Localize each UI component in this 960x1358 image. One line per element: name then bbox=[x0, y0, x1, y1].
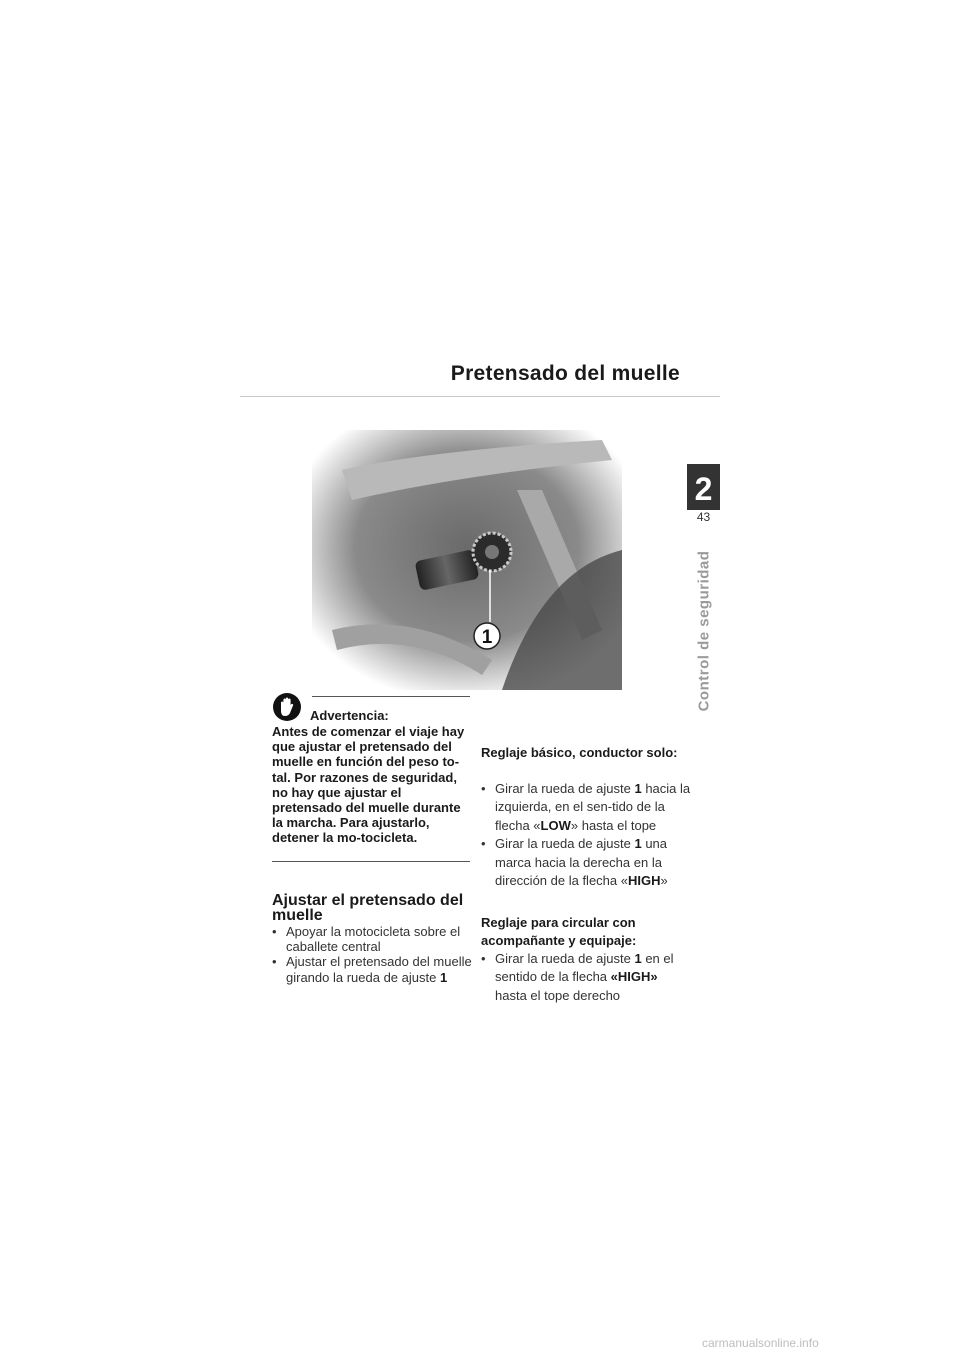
warning-title: Advertencia: bbox=[310, 708, 389, 723]
section-label-text: Control de seguridad bbox=[695, 550, 713, 712]
warning-bottom-rule bbox=[272, 861, 470, 862]
hand-warning-icon bbox=[272, 692, 302, 722]
callout-number: 1 bbox=[481, 627, 493, 648]
warning-top-rule bbox=[312, 696, 470, 697]
adjuster-knob-center bbox=[485, 545, 499, 559]
basic-setting-list bbox=[481, 780, 691, 890]
basic-setting-heading: Reglaje básico, conductor solo: bbox=[481, 745, 678, 760]
left-step-list bbox=[272, 924, 472, 985]
list-item: • Ajustar el pretensado del muelle girando la rueda de ajuste 1 bbox=[272, 954, 472, 984]
page-title: Pretensado del muelle bbox=[450, 362, 680, 385]
section-heading: Ajustar el pretensado del muelle bbox=[272, 892, 464, 924]
warning-body: Antes de comenzar el viaje hay que ajustar el pretensado del muelle en función del peso to-tal. Por razones de seguridad, no hay que ajustar el pretensado del muelle durante la marcha. Para ajustarlo, detener la mo-tocicleta. bbox=[272, 724, 465, 846]
spring-preload-photo bbox=[312, 430, 622, 690]
page-number: 43 bbox=[696, 510, 711, 524]
load-setting-list bbox=[481, 950, 691, 1005]
list-item: • Girar la rueda de ajuste 1 en el sentido de la flecha «HIGH» hasta el tope derecho bbox=[481, 950, 691, 1005]
section-label bbox=[689, 546, 719, 716]
watermark: carmanualsonline.info bbox=[702, 1336, 819, 1350]
load-setting-heading: Reglaje para circular con acompañante y equipaje: bbox=[481, 915, 637, 948]
list-item: • Girar la rueda de ajuste 1 una marca hacia la derecha en la dirección de la flecha «HIGH» bbox=[481, 835, 691, 890]
chapter-tab: 2 bbox=[687, 464, 720, 510]
list-item: • Apoyar la motocicleta sobre el caballete central bbox=[272, 924, 472, 954]
title-rule bbox=[240, 396, 720, 397]
list-item: • Girar la rueda de ajuste 1 hacia la izquierda, en el sen-tido de la flecha «LOW» hasta el tope bbox=[481, 780, 691, 835]
ref-number: 1 bbox=[439, 969, 448, 985]
